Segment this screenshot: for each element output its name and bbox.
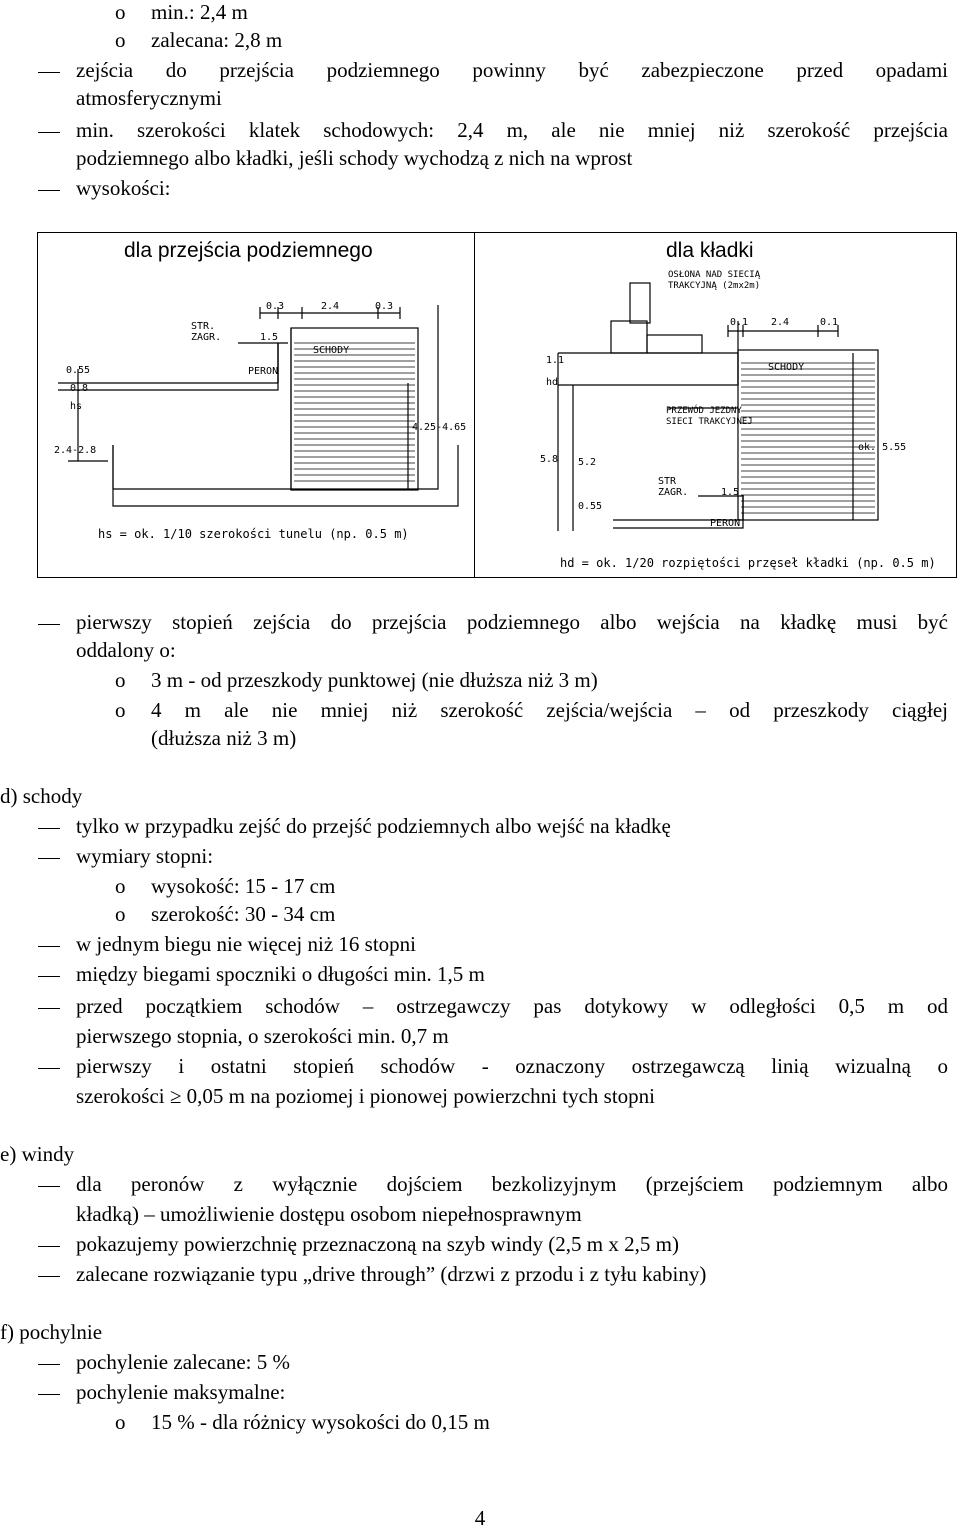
list-item: pierwszy stopień zejścia do przejścia podziemnego albo wejścia na kładkę musi być bbox=[76, 610, 948, 634]
list-item: w jednym biegu nie więcej niż 16 stopni bbox=[76, 932, 417, 956]
list-item: pierwszego stopnia, o szerokości min. 0,7 m bbox=[76, 1024, 449, 1048]
list-item: tylko w przypadku zejść do przejść podziemnych albo wejść na kładkę bbox=[76, 814, 671, 838]
bullet-o: o bbox=[115, 1410, 126, 1434]
list-item: między biegami spoczniki o długości min. 1,5 m bbox=[76, 962, 485, 986]
list-item: 3 m - od przeszkody punktowej (nie dłuższa niż 3 m) bbox=[151, 668, 598, 692]
list-item: min. szerokości klatek schodowych: 2,4 m, ale nie mniej niż szerokość przejścia bbox=[76, 118, 948, 142]
dim-label: 0.3 bbox=[375, 301, 394, 312]
dim-label: 0.1 bbox=[730, 317, 749, 328]
list-item: pochylenie zalecane: 5 % bbox=[76, 1350, 290, 1374]
bullet-o: o bbox=[115, 874, 126, 898]
dash-bullet bbox=[38, 1186, 60, 1187]
dash-bullet bbox=[38, 72, 60, 73]
diagram-label: PRZEWÓD JEZDNY bbox=[666, 406, 742, 416]
list-item: pokazujemy powierzchnię przeznaczoną na szyb windy (2,5 m x 2,5 m) bbox=[76, 1232, 679, 1256]
heights-diagram bbox=[37, 232, 957, 578]
dim-label: 2.4 bbox=[321, 301, 340, 312]
dim-label: 1.5 bbox=[721, 487, 740, 498]
section-heading: d) schody bbox=[0, 784, 83, 808]
diagram-drawing bbox=[38, 233, 958, 579]
list-item: szerokości ≥ 0,05 m na poziomej i pionowej powierzchni tych stopni bbox=[76, 1084, 655, 1108]
bullet-o: o bbox=[115, 0, 126, 24]
list-item: szerokość: 30 - 34 cm bbox=[151, 902, 336, 926]
dim-label: 1.1 bbox=[546, 355, 565, 366]
dash-bullet bbox=[38, 1008, 60, 1009]
dash-bullet bbox=[38, 1364, 60, 1365]
dim-label: 0.55 bbox=[66, 365, 91, 376]
list-item: pierwszy i ostatni stopień schodów - oznaczony ostrzegawczą linią wizualną o bbox=[76, 1054, 948, 1078]
dim-label: 1.5 bbox=[260, 332, 279, 343]
left-diagram-title: dla przejścia podziemnego bbox=[124, 239, 373, 262]
list-item: pochylenie maksymalne: bbox=[76, 1380, 286, 1404]
list-item: zalecane rozwiązanie typu „drive through” (drzwi z przodu i z tyłu kabiny) bbox=[76, 1262, 707, 1286]
dash-bullet bbox=[38, 1246, 60, 1247]
diagram-label: PERON bbox=[710, 518, 741, 529]
diagram-label: TRAKCYJNĄ (2mx2m) bbox=[668, 281, 761, 291]
list-item: wysokości: bbox=[76, 176, 171, 200]
dim-label: 0.1 bbox=[820, 317, 839, 328]
list-item: oddalony o: bbox=[76, 638, 176, 662]
dim-label: 5.2 bbox=[578, 457, 597, 468]
list-item: przed początkiem schodów – ostrzegawczy pas dotykowy w odległości 0,5 m od bbox=[76, 994, 948, 1018]
dash-bullet bbox=[38, 976, 60, 977]
dash-bullet bbox=[38, 946, 60, 947]
diagram-label: STR bbox=[658, 476, 677, 487]
dim-label: 4.25-4.65 bbox=[412, 422, 467, 433]
section-heading: f) pochylnie bbox=[0, 1320, 103, 1344]
diagram-label: PERON bbox=[248, 366, 279, 377]
dash-bullet bbox=[38, 1276, 60, 1277]
dim-label: hd bbox=[546, 377, 559, 388]
list-item: 15 % - dla różnicy wysokości do 0,15 m bbox=[151, 1410, 490, 1434]
dash-bullet bbox=[38, 132, 60, 133]
diagram-label: ZAGR. bbox=[658, 487, 689, 498]
dash-bullet bbox=[38, 1068, 60, 1069]
dim-label: 0.3 bbox=[266, 301, 285, 312]
diagram-label: SCHODY bbox=[313, 345, 350, 356]
bullet-o: o bbox=[115, 902, 126, 926]
bullet-o: o bbox=[115, 668, 126, 692]
right-diagram-title: dla kładki bbox=[666, 239, 754, 262]
diagram-label: SCHODY bbox=[768, 362, 805, 373]
dash-bullet bbox=[38, 624, 60, 625]
page-number: 4 bbox=[474, 1506, 486, 1530]
bullet-o: o bbox=[115, 28, 126, 52]
list-item: 4 m ale nie mniej niż szerokość zejścia/wejścia – od przeszkody ciągłej bbox=[151, 698, 948, 722]
list-item: wymiary stopni: bbox=[76, 844, 214, 868]
list-item: podziemnego albo kładki, jeśli schody wychodzą z nich na wprost bbox=[76, 146, 633, 170]
dim-label: ok. 5.55 bbox=[858, 442, 907, 453]
diagram-label: OSŁONA NAD SIECIĄ bbox=[668, 270, 761, 280]
list-item: atmosferycznymi bbox=[76, 86, 222, 110]
list-item: (dłuższa niż 3 m) bbox=[151, 726, 297, 750]
dim-label: 0.55 bbox=[578, 501, 603, 512]
dash-bullet bbox=[38, 1394, 60, 1395]
dash-bullet bbox=[38, 858, 60, 859]
list-item: wysokość: 15 - 17 cm bbox=[151, 874, 336, 898]
list-item: dla peronów z wyłącznie dojściem bezkolizyjnym (przejściem podziemnym albo bbox=[76, 1172, 948, 1196]
list-item: zejścia do przejścia podziemnego powinny być zabezpieczone przed opadami bbox=[76, 58, 948, 82]
list-item: min.: 2,4 m bbox=[151, 0, 248, 24]
bullet-o: o bbox=[115, 698, 126, 722]
diagram-label: SIECI TRAKCYJNEJ bbox=[666, 417, 753, 427]
dim-label: 5.8 bbox=[540, 454, 559, 465]
dim-label: 2.4 bbox=[771, 317, 790, 328]
list-item: kładką) – umożliwienie dostępu osobom niepełnosprawnym bbox=[76, 1202, 582, 1226]
dim-label: 2.4-2.8 bbox=[54, 445, 97, 456]
right-diagram-note: hd = ok. 1/20 rozpiętości przęseł kładki (np. 0.5 m) bbox=[560, 556, 936, 570]
dash-bullet bbox=[38, 190, 60, 191]
dim-label: hs bbox=[70, 401, 83, 412]
list-item: zalecana: 2,8 m bbox=[151, 28, 283, 52]
diagram-label: STR. bbox=[191, 321, 216, 332]
section-heading: e) windy bbox=[0, 1142, 75, 1166]
dash-bullet bbox=[38, 828, 60, 829]
left-diagram-note: hs = ok. 1/10 szerokości tunelu (np. 0.5 m) bbox=[98, 527, 409, 541]
dim-label: 0.8 bbox=[70, 383, 89, 394]
diagram-label: ZAGR. bbox=[191, 332, 222, 343]
